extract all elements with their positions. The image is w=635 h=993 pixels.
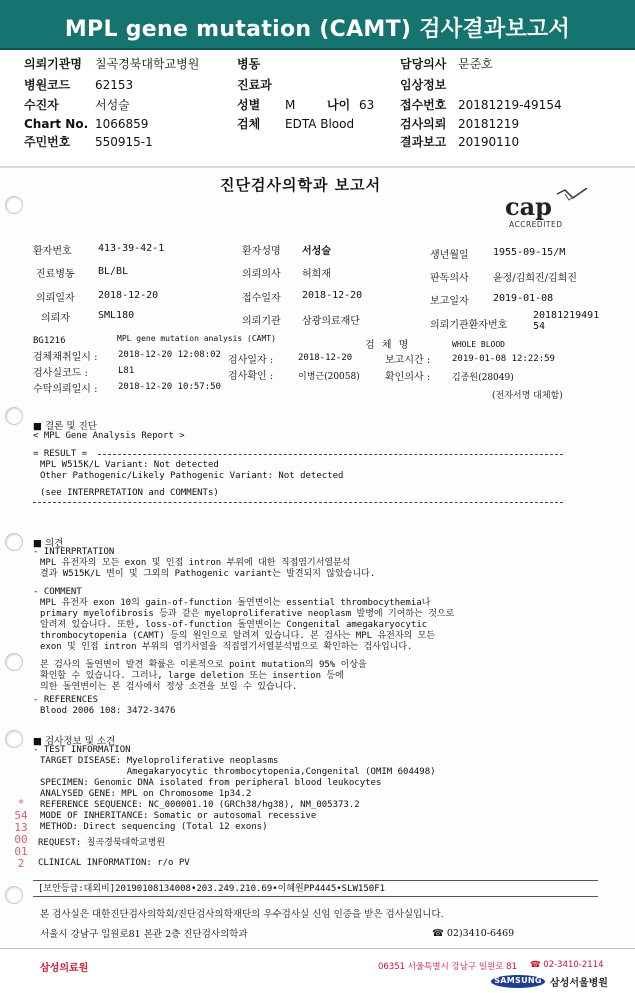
punch-hole-icon bbox=[5, 533, 23, 551]
test-info-line: Amegakaryocytic thrombocytopenia,Congenital (OMIM 604498) bbox=[40, 767, 436, 777]
time-label: 검체채취일시 : bbox=[33, 352, 98, 363]
security-line: [보안등급:대외비]20190108134008•203.249.210.69•이혜원PP4445•SLW150F1 bbox=[38, 884, 386, 894]
certification-note: 본 검사실은 대한진단검사의학회/진단검사의학재단의 우수검사실 신임 인증을 받은 검사실입니다. bbox=[40, 909, 444, 920]
comment-line: primary myelofibrosis 등과 같은 myeloproliferative neoplasm 발병에 기여하는 것으로 bbox=[40, 609, 455, 619]
result-heading: ■ 결론 및 진단 bbox=[33, 421, 97, 432]
interpretation-label: - INTERPRTATION bbox=[33, 547, 115, 557]
value-attending-doctor: 문준호 bbox=[458, 57, 493, 71]
info-value: SML180 bbox=[98, 310, 135, 321]
label-chart-no: Chart No. bbox=[24, 117, 89, 131]
value-hospital-code: 62153 bbox=[95, 78, 134, 92]
info-value: 삼광의료재단 bbox=[302, 316, 360, 327]
report-banner bbox=[0, 0, 635, 50]
test-info-line: MODE OF INHERITANCE: Somatic or autosomal recessive bbox=[40, 811, 317, 821]
punch-hole-icon bbox=[5, 886, 23, 904]
specimen-label: 검 체 명 bbox=[365, 340, 411, 351]
hospital-footer bbox=[0, 948, 635, 993]
divider bbox=[33, 880, 598, 881]
hospital-phone: ☎ 02-3410-2114 bbox=[530, 960, 604, 970]
info-value: 413-39-42-1 bbox=[98, 243, 165, 254]
label-receipt-no: 접수번호 bbox=[400, 98, 447, 112]
value-test-request: 20181219 bbox=[458, 117, 520, 131]
info-label: 의뢰일자 bbox=[36, 293, 75, 304]
info-value: 허희재 bbox=[302, 269, 331, 280]
label-clinical-info: 임상정보 bbox=[400, 78, 447, 92]
punch-hole-icon bbox=[5, 407, 23, 425]
comment-line: 의한 돌연변이는 본 검사에서 정상 소견을 보일 수 있습니다. bbox=[40, 682, 298, 692]
label-result-report: 결과보고 bbox=[400, 135, 447, 149]
esign-note: (전자서명 대체함) bbox=[492, 391, 563, 401]
label-resident-no: 주민번호 bbox=[24, 135, 71, 149]
info-label: 환자성명 bbox=[242, 246, 281, 257]
punch-hole-icon bbox=[5, 730, 23, 748]
time-label: 검사일자 : bbox=[228, 355, 274, 366]
time-value: 2018-12-20 10:57:50 bbox=[118, 382, 221, 392]
comment-line: 알려져 있습니다. 또한, loss-of-function 돌연변이는 Congenital amegakaryocytic bbox=[40, 620, 428, 630]
samsung-logo bbox=[491, 975, 545, 988]
label-attending-doctor: 담당의사 bbox=[400, 57, 447, 71]
info-label: 접수일자 bbox=[242, 293, 281, 304]
label-test-request: 검사의뢰 bbox=[400, 117, 447, 131]
info-label: 진료병동 bbox=[36, 269, 75, 280]
punch-hole-icon bbox=[5, 653, 23, 671]
info-label: 의뢰의사 bbox=[242, 269, 281, 280]
info-value: BL/BL bbox=[98, 266, 129, 277]
comment-line: 본 검사의 돌연변이 발견 확률은 이론적으로 point mutation의 95% 이상을 bbox=[40, 660, 367, 670]
test-info-line: ANALYSED GENE: MPL on Chromosome 1p34.2 bbox=[40, 789, 252, 799]
references-label: - REFERENCES bbox=[33, 695, 99, 705]
test-info-line: METHOD: Direct sequencing (Total 12 exons) bbox=[40, 822, 268, 832]
result-subheading: < MPL Gene Analysis Report > bbox=[33, 431, 185, 441]
time-value: 김종원(28049) bbox=[452, 373, 514, 383]
info-label: 환자번호 bbox=[33, 246, 72, 257]
value-specimen: EDTA Blood bbox=[285, 117, 355, 131]
label-specimen: 검체 bbox=[237, 117, 261, 131]
time-label: 검사실코드 : bbox=[33, 368, 88, 379]
label-patient: 수진자 bbox=[24, 98, 59, 112]
report-title: MPL gene mutation (CAMT) 검사결과보고서 bbox=[64, 17, 571, 42]
info-value: 2019-01-08 bbox=[493, 293, 554, 304]
punch-hole-icon bbox=[5, 196, 23, 214]
comment-label: - COMMENT bbox=[33, 587, 82, 597]
time-label: 보고시간 : bbox=[385, 355, 431, 366]
divider bbox=[98, 454, 563, 455]
value-resident-no: 550915-1 bbox=[95, 135, 153, 149]
accredited-text: ACCREDITED bbox=[509, 220, 563, 229]
info-label: 의뢰기관 bbox=[242, 316, 281, 327]
result-line: Other Pathogenic/Likely Pathogenic Variant: Not detected bbox=[40, 471, 344, 481]
interpretation-line: MPL 유전자의 모든 exon 및 인접 intron 부위에 대한 직접염기서열분석 bbox=[40, 558, 351, 568]
time-value: L81 bbox=[118, 366, 135, 376]
result-line: MPL W515K/L Variant: Not detected bbox=[40, 460, 219, 470]
info-value: 2018-12-20 bbox=[98, 290, 159, 301]
time-value: 2018-12-20 bbox=[298, 353, 353, 363]
time-value: 이병근(20058) bbox=[298, 372, 360, 382]
test-name: MPL gene mutation analysis (CAMT) bbox=[117, 334, 276, 343]
opinion-heading: ■ 의견 bbox=[33, 538, 64, 549]
scanned-report bbox=[0, 168, 635, 948]
interpretation-line: 결과 W515K/L 변이 및 그외의 Pathogenic variant는 발견되지 않았습니다. bbox=[40, 569, 376, 579]
comment-line: exon 및 인접 intron 부위의 염기서열을 직접염기서열분석법으로 확인하는 검사입니다. bbox=[40, 642, 413, 652]
info-value: 서성술 bbox=[302, 246, 331, 257]
info-value: 2018-12-20 bbox=[302, 290, 363, 301]
info-value: 2018121949154 bbox=[533, 310, 600, 332]
test-code: BG1216 bbox=[33, 336, 66, 346]
label-age: 나이 bbox=[327, 98, 351, 112]
value-age: 63 bbox=[359, 98, 375, 112]
time-label: 확인의사 : bbox=[385, 372, 431, 383]
result-label: = RESULT = bbox=[33, 449, 88, 459]
side-stamp-number: * 541300012 bbox=[14, 797, 28, 870]
info-label: 의뢰자 bbox=[41, 313, 70, 324]
value-sex: M bbox=[285, 98, 296, 112]
comment-line: MPL 유전자 exon 10의 gain-of-function 돌연변이는 essential thrombocythemia나 bbox=[40, 598, 431, 608]
time-label: 수탁의뢰일시 : bbox=[33, 384, 98, 395]
value-requesting-institution: 칠곡경북대학교병원 bbox=[95, 57, 200, 71]
divider bbox=[33, 896, 598, 897]
hospital-address: 06351 서울특별시 강남구 일원로 81 bbox=[378, 962, 517, 972]
divider bbox=[33, 502, 563, 503]
comment-line: 확인할 수 있습니다. 그러나, large deletion 또는 insertion 등에 bbox=[40, 671, 344, 681]
test-info-label: - TEST INFORMATION bbox=[33, 745, 131, 755]
samsung-logo-text: SAMSUNG bbox=[494, 976, 542, 985]
info-value: 1955-09-15/M bbox=[493, 247, 566, 258]
samsung-medical-center-logo: 삼성의료원 bbox=[40, 963, 89, 974]
info-label: 생년월일 bbox=[430, 250, 469, 261]
info-label: 보고일자 bbox=[430, 296, 469, 307]
label-requesting-institution: 의뢰기관명 bbox=[24, 57, 82, 71]
result-see-note: (see INTERPRETATION and COMMENTs) bbox=[40, 488, 219, 498]
label-ward: 병동 bbox=[237, 57, 261, 71]
hospital-name: 삼성서울병원 bbox=[550, 978, 608, 989]
info-label: 판독의사 bbox=[430, 273, 469, 284]
comment-line: thrombocytopenia (CAMT) 등의 원인으로 알려져 있습니다. 본 검사는 MPL 유전자의 모든 bbox=[40, 631, 436, 641]
cap-logo-text: cap bbox=[505, 192, 552, 221]
value-receipt-no: 20181219-49154 bbox=[458, 98, 562, 112]
lab-address: 서울시 강남구 일원로81 본관 2층 진단검사의학과 bbox=[40, 929, 248, 940]
cap-accredited-logo bbox=[505, 188, 595, 232]
test-info-line: SPECIMEN: Genomic DNA isolated from peripheral blood leukocytes bbox=[40, 778, 382, 788]
test-info-heading: ■ 검사정보 및 소견 bbox=[33, 736, 116, 747]
value-chart-no: 1066859 bbox=[95, 117, 149, 131]
label-department: 진료과 bbox=[237, 78, 272, 92]
specimen-value: WHOLE BLOOD bbox=[452, 340, 505, 349]
info-label: 의뢰기관환자번호 bbox=[430, 320, 508, 331]
time-value: 2018-12-20 12:08:02 bbox=[118, 350, 221, 360]
request-line: REQUEST: 칠곡경북대학교병원 bbox=[38, 838, 166, 848]
scan-report-title: 진단검사의학과 보고서 bbox=[220, 176, 382, 194]
test-info-line: TARGET DISEASE: Myeloproliferative neoplasms bbox=[40, 756, 279, 766]
info-value: 윤정/김희진/김희진 bbox=[493, 273, 578, 284]
lab-phone: ☎ 02)3410-6469 bbox=[432, 928, 515, 939]
clinical-info-line: CLINICAL INFORMATION: r/o PV bbox=[38, 858, 190, 868]
label-hospital-code: 병원코드 bbox=[24, 78, 71, 92]
reference-line: Blood 2006 108: 3472-3476 bbox=[40, 706, 176, 716]
time-value: 2019-01-08 12:22:59 bbox=[452, 354, 555, 364]
test-info-line: REFERENCE SEQUENCE: NC_000001.10 (GRCh38/hg38), NM_005373.2 bbox=[40, 800, 360, 810]
time-label: 검사확인 : bbox=[228, 371, 274, 382]
label-sex: 성별 bbox=[237, 98, 261, 112]
value-patient: 서성술 bbox=[95, 98, 130, 112]
value-result-report: 20190110 bbox=[458, 135, 520, 149]
